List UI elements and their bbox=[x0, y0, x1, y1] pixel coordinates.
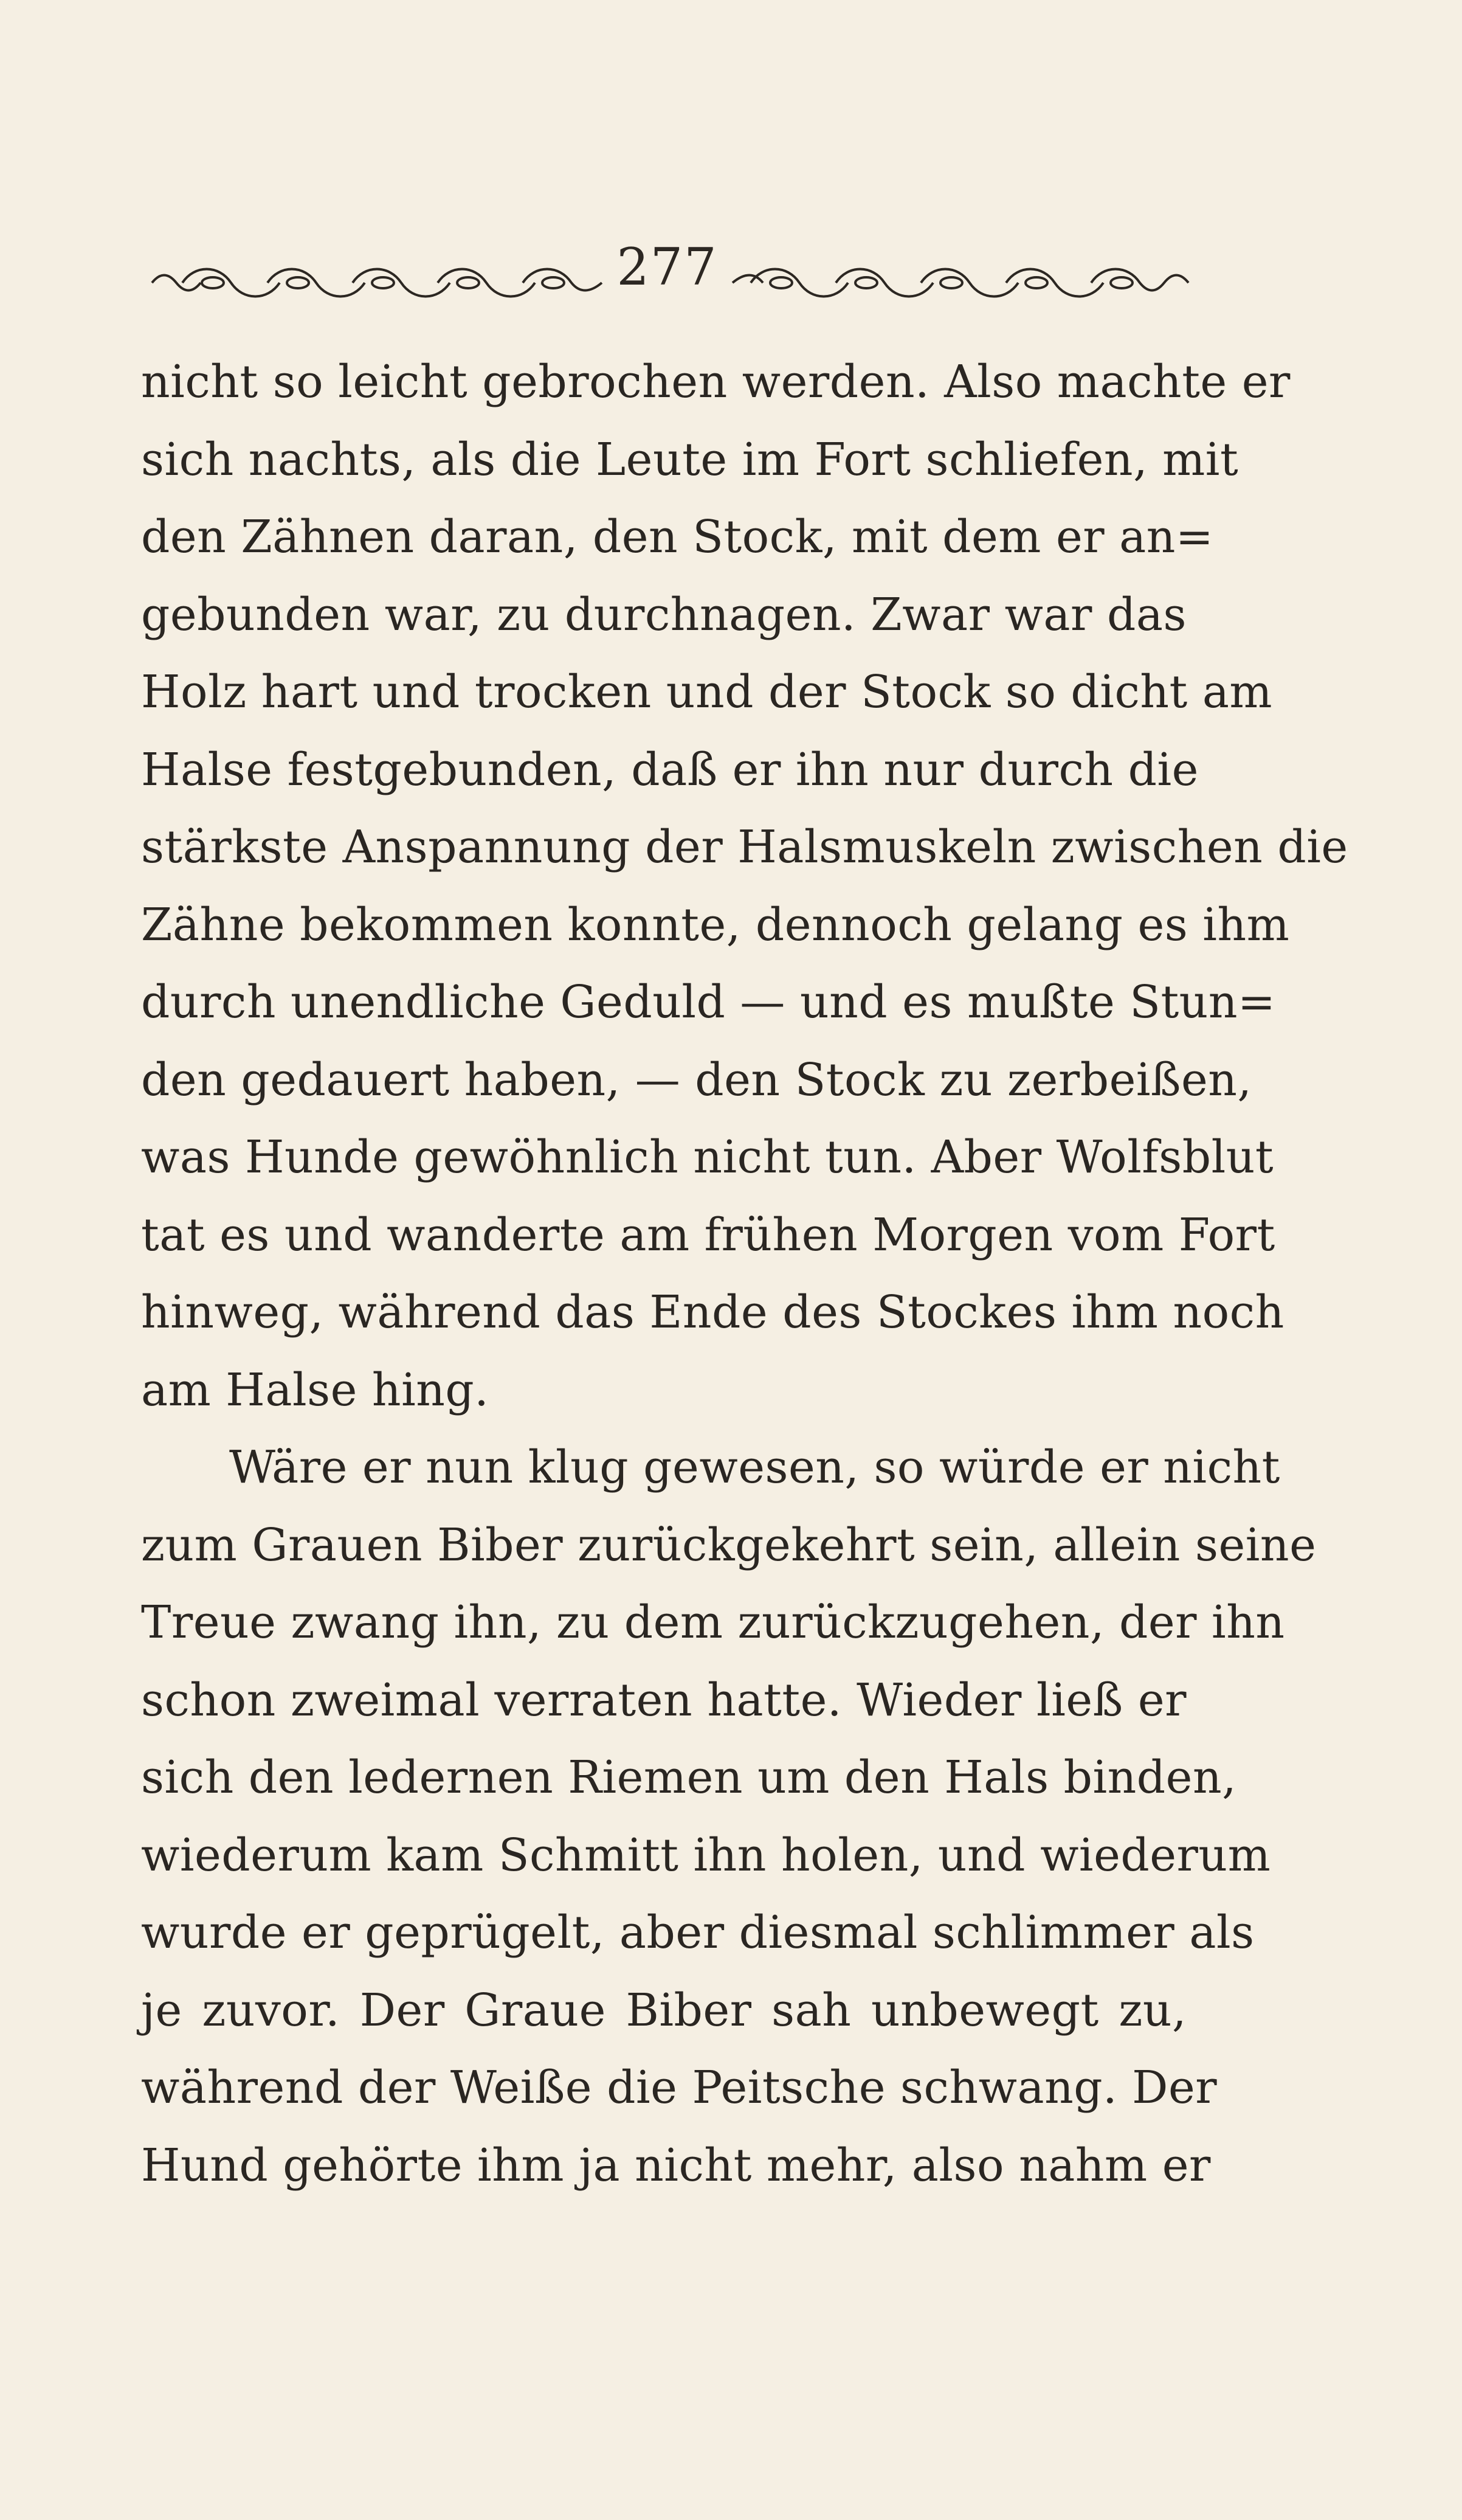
text-line: den Zähnen daran, den Stock, mit dem er an= bbox=[141, 511, 1214, 563]
page-number: 277 bbox=[616, 237, 718, 297]
text-line: hinweg, während das Ende des Stockes ihm noch bbox=[141, 1286, 1284, 1338]
text-line: durch unendliche Geduld — und es mußte Stun= bbox=[141, 976, 1276, 1028]
text-line: Hund gehörte ihm ja nicht mehr, also nahm er bbox=[141, 2139, 1211, 2192]
text-line: was Hunde gewöhnlich nicht tun. Aber Wolfsblut bbox=[141, 1131, 1274, 1183]
ornament-left-icon bbox=[146, 261, 608, 304]
text-line: sich nachts, als die Leute im Fort schliefen, mit bbox=[141, 433, 1239, 486]
text-line: den gedauert haben, — den Stock zu zerbeißen, bbox=[141, 1053, 1252, 1106]
text-line: Halse festgebunden, daß er ihn nur durch die bbox=[141, 743, 1199, 796]
ornament-right-icon bbox=[726, 261, 1195, 304]
text-line: sich den ledernen Riemen um den Hals binden, bbox=[141, 1751, 1237, 1804]
body-text bbox=[141, 344, 1348, 2204]
text-line: wiederum kam Schmitt ihn holen, und wiederum bbox=[141, 1829, 1271, 1881]
text-line: am Halse hing. bbox=[141, 1363, 489, 1416]
text-line: Treue zwang ihn, zu dem zurückzugehen, der ihn bbox=[141, 1596, 1285, 1649]
text-line: Zähne bekommen konnte, dennoch gelang es ihm bbox=[141, 898, 1290, 951]
text-line: schon zweimal verraten hatte. Wieder ließ er bbox=[141, 1674, 1187, 1726]
text-line: stärkste Anspannung der Halsmuskeln zwischen die bbox=[141, 821, 1348, 873]
page-header bbox=[140, 231, 1185, 322]
text-line: gebunden war, zu durchnagen. Zwar war das bbox=[141, 588, 1187, 641]
text-line: Holz hart und trocken und der Stock so dicht am bbox=[141, 666, 1273, 718]
text-line: zum Grauen Biber zurückgekehrt sein, allein seine bbox=[141, 1518, 1317, 1571]
text-line: während der Weiße die Peitsche schwang. Der bbox=[141, 2061, 1218, 2114]
text-line: nicht so leicht gebrochen werden. Also machte er bbox=[141, 356, 1291, 408]
text-line: je zuvor. Der Graue Biber sah unbewegt zu, bbox=[141, 1984, 1187, 2037]
text-line: Wäre er nun klug gewesen, so würde er nicht bbox=[229, 1441, 1280, 1494]
text-line: tat es und wanderte am frühen Morgen vom Fort bbox=[141, 1208, 1275, 1261]
text-line: wurde er geprügelt, aber diesmal schlimmer als bbox=[141, 1906, 1255, 1959]
